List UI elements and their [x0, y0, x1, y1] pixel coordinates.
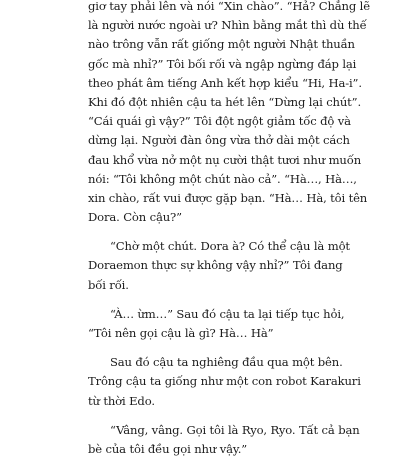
text-line: Trông cậu ta giống như một con robot Karakuri — [88, 374, 361, 389]
text-line: giơ tay phải lên và nói “Xin chào”. “Hả? Chẳng lẽ — [88, 0, 370, 13]
text-line: Dora. Còn cậu?” — [88, 210, 182, 225]
paragraph — [88, 0, 370, 227]
text-line: “Chờ một chút. Dora à? Có thể cậu là một — [110, 239, 350, 254]
text-line: xin chào, rất vui được gặp bạn. “Hà… Hà, tôi tên — [88, 190, 368, 205]
text-line: nào trông vẫn rất giống một người Nhật thuần — [88, 37, 355, 52]
text-line: bè của tôi đều gọi như vậy.” — [88, 441, 248, 456]
text-line: từ thời Edo. — [88, 393, 155, 408]
paragraph — [88, 353, 361, 411]
paragraph — [88, 421, 360, 459]
text-line: dừng lại. Người đàn ông vừa thở dài một cách — [88, 133, 350, 148]
body-text — [88, 0, 370, 459]
text-line: Khi đó đột nhiên cậu ta hét lên “Dừng lại chút”. — [88, 94, 361, 109]
text-line: bối rối. — [88, 277, 129, 292]
text-line: “Vâng, vâng. Gọi tôi là Ryo, Ryo. Tất cả bạn — [110, 422, 360, 437]
paragraph — [88, 237, 350, 295]
paragraph — [88, 305, 345, 343]
text-line: Doraemon thực sự không vậy nhỉ?” Tôi đang — [88, 258, 343, 273]
text-line: “Tôi nên gọi cậu là gì? Hà… Hà” — [88, 326, 274, 340]
text-line: “À… ừm…” Sau đó cậu ta lại tiếp tục hỏi, — [110, 306, 345, 321]
text-line: theo phát âm tiếng Anh kết hợp kiểu “Hi, Ha-i”. — [88, 75, 362, 90]
text-line: là người nước ngoài ư? Nhìn bằng mắt thì dù thế — [88, 18, 367, 33]
text-line: nói: “Tôi không một chút nào cả”. “Hà…, Hà…, — [88, 171, 357, 186]
text-line: gốc mà nhỉ?” Tôi bối rối và ngập ngừng đáp lại — [88, 56, 357, 71]
text-line: “Cái quái gì vậy?” Tôi đột ngột giảm tốc độ và — [88, 114, 351, 129]
text-line: Sau đó cậu ta nghiêng đầu qua một bên. — [110, 355, 343, 370]
text-line: đau khổ vừa nở một nụ cười thật tươi như muốn — [88, 152, 362, 167]
